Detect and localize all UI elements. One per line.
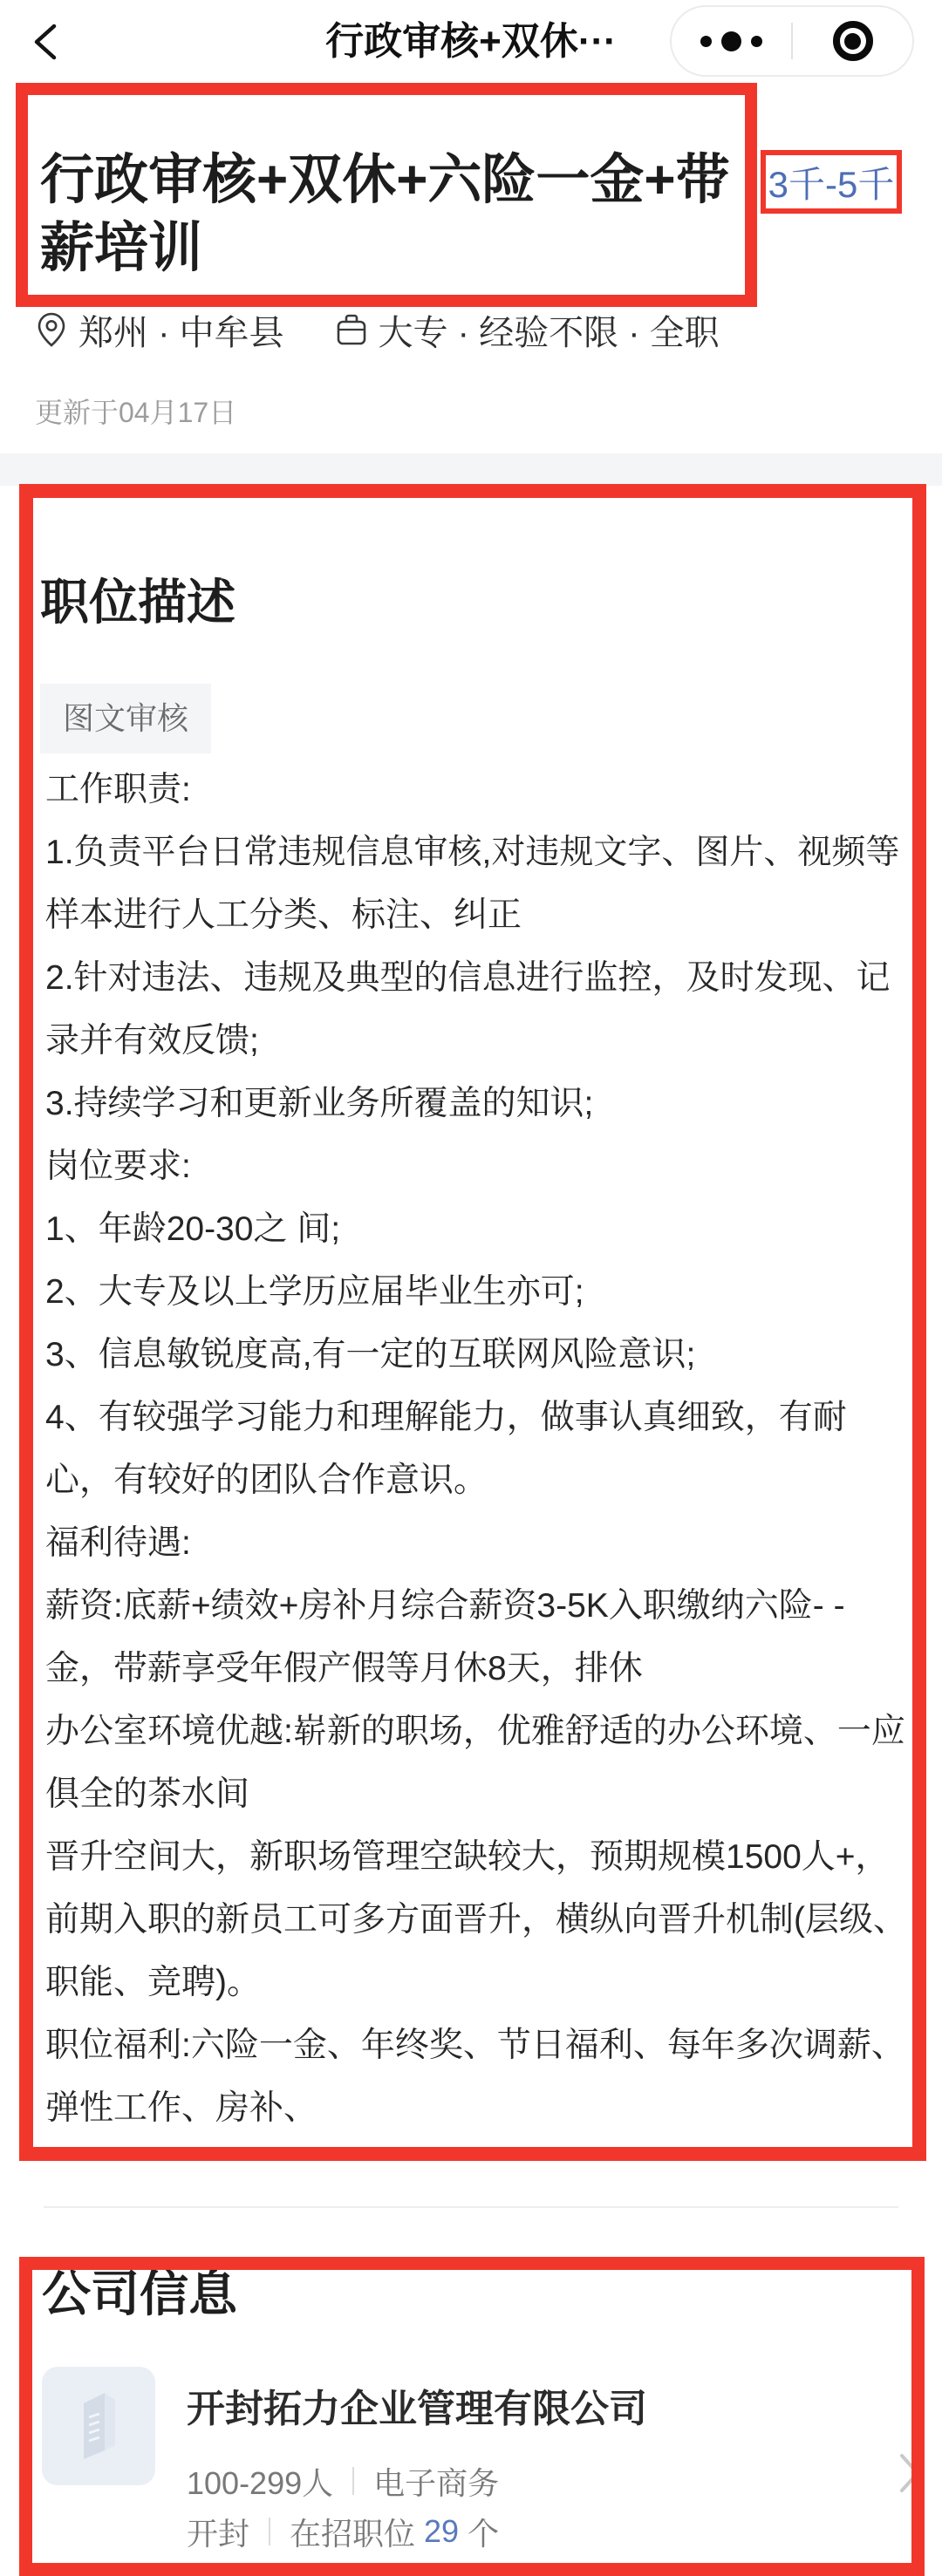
description-paragraph: 3、信息敏锐度高,有一定的互联网风险意识; (45, 1336, 696, 1373)
openings-label: 在招职位 (290, 2515, 416, 2552)
job-description (45, 759, 911, 2140)
description-paragraph: 2、大专及以上学历应届毕业生亦可; (45, 1273, 584, 1311)
job-salary: 3千-5千 (768, 163, 895, 205)
meta-separator (352, 2467, 354, 2495)
company-name: 开封拓力企业管理有限公司 (187, 2388, 647, 2430)
section-divider (44, 2206, 898, 2208)
company-industry: 电子商务 (373, 2464, 500, 2501)
description-paragraph: 1、年龄20-30之 间; (45, 1210, 341, 1248)
exit-button[interactable] (793, 7, 912, 75)
meta-separator (269, 2518, 270, 2545)
job-meta-row (35, 307, 907, 352)
job-location: 郑州 · 中牟县 (78, 313, 284, 352)
briefcase-icon (335, 312, 368, 347)
company-size: 100-299人 (187, 2464, 334, 2501)
section-gap (0, 453, 942, 486)
job-category-tag: 图文审核 (40, 684, 211, 753)
company-meta-row-2 (187, 2510, 884, 2553)
description-paragraph: 1.负责平台日常违规信息审核,对违规文字、图片、视频等样本进行人工分类、标注、纠正 (45, 834, 900, 934)
job-requirements: 大专 · 经验不限 · 全职 (378, 313, 720, 352)
openings-count[interactable]: 29 (424, 2513, 460, 2549)
navbar-title: 行政审核+双休··· (325, 20, 617, 63)
location-pin-icon (35, 311, 68, 348)
description-paragraph: 福利待遇: (45, 1524, 191, 1562)
company-meta-row-1 (187, 2459, 884, 2503)
job-title: 行政审核+双休+六险一金+带薪培训 (40, 150, 730, 278)
description-heading: 职位描述 (40, 575, 236, 630)
description-paragraph: 办公室环境优越:崭新的职场，优雅舒适的办公环境、一应俱全的茶水间 (45, 1713, 905, 1813)
more-dots-icon (700, 31, 762, 51)
description-paragraph: 2.针对违法、违规及典型的信息进行监控，及时发现、记录并有效反馈; (45, 959, 891, 1060)
chevron-right-icon (895, 2447, 925, 2499)
openings-unit: 个 (468, 2515, 500, 2552)
description-paragraph: 职位福利:六险一金、年终奖、节日福利、每年多次调薪、弹性工作、房补、 (45, 2027, 905, 2127)
description-paragraph: 4、有较强学习能力和理解能力，做事认真细致，有耐心，有较好的团队合作意识。 (45, 1399, 847, 1499)
company-logo (42, 2367, 155, 2485)
building-icon (65, 2388, 133, 2464)
description-paragraph: 晋升空间大，新职场管理空缺较大，预期规模1500人+，前期入职的新员工可多方面晋升，横纵向晋升机制(层级、职能、竞聘)。 (45, 1838, 907, 2001)
navbar (0, 0, 942, 83)
description-paragraph: 工作职责: (45, 771, 191, 808)
company-city: 开封 (187, 2515, 250, 2552)
miniprogram-capsule (670, 5, 914, 77)
job-updated-date: 更新于04月17日 (35, 397, 237, 428)
description-paragraph: 3.持续学习和更新业务所覆盖的知识; (45, 1085, 594, 1122)
company-heading: 公司信息 (42, 2266, 237, 2321)
job-location-group (35, 305, 284, 355)
job-requirements-group (335, 305, 720, 355)
target-icon (833, 21, 873, 61)
description-paragraph: 岗位要求: (45, 1148, 191, 1185)
more-menu-button[interactable] (672, 7, 791, 75)
description-paragraph: 薪资:底薪+绩效+房补月综合薪资3-5K入职缴纳六险- -金，带薪享受年假产假等月休8天，排休 (45, 1587, 845, 1687)
